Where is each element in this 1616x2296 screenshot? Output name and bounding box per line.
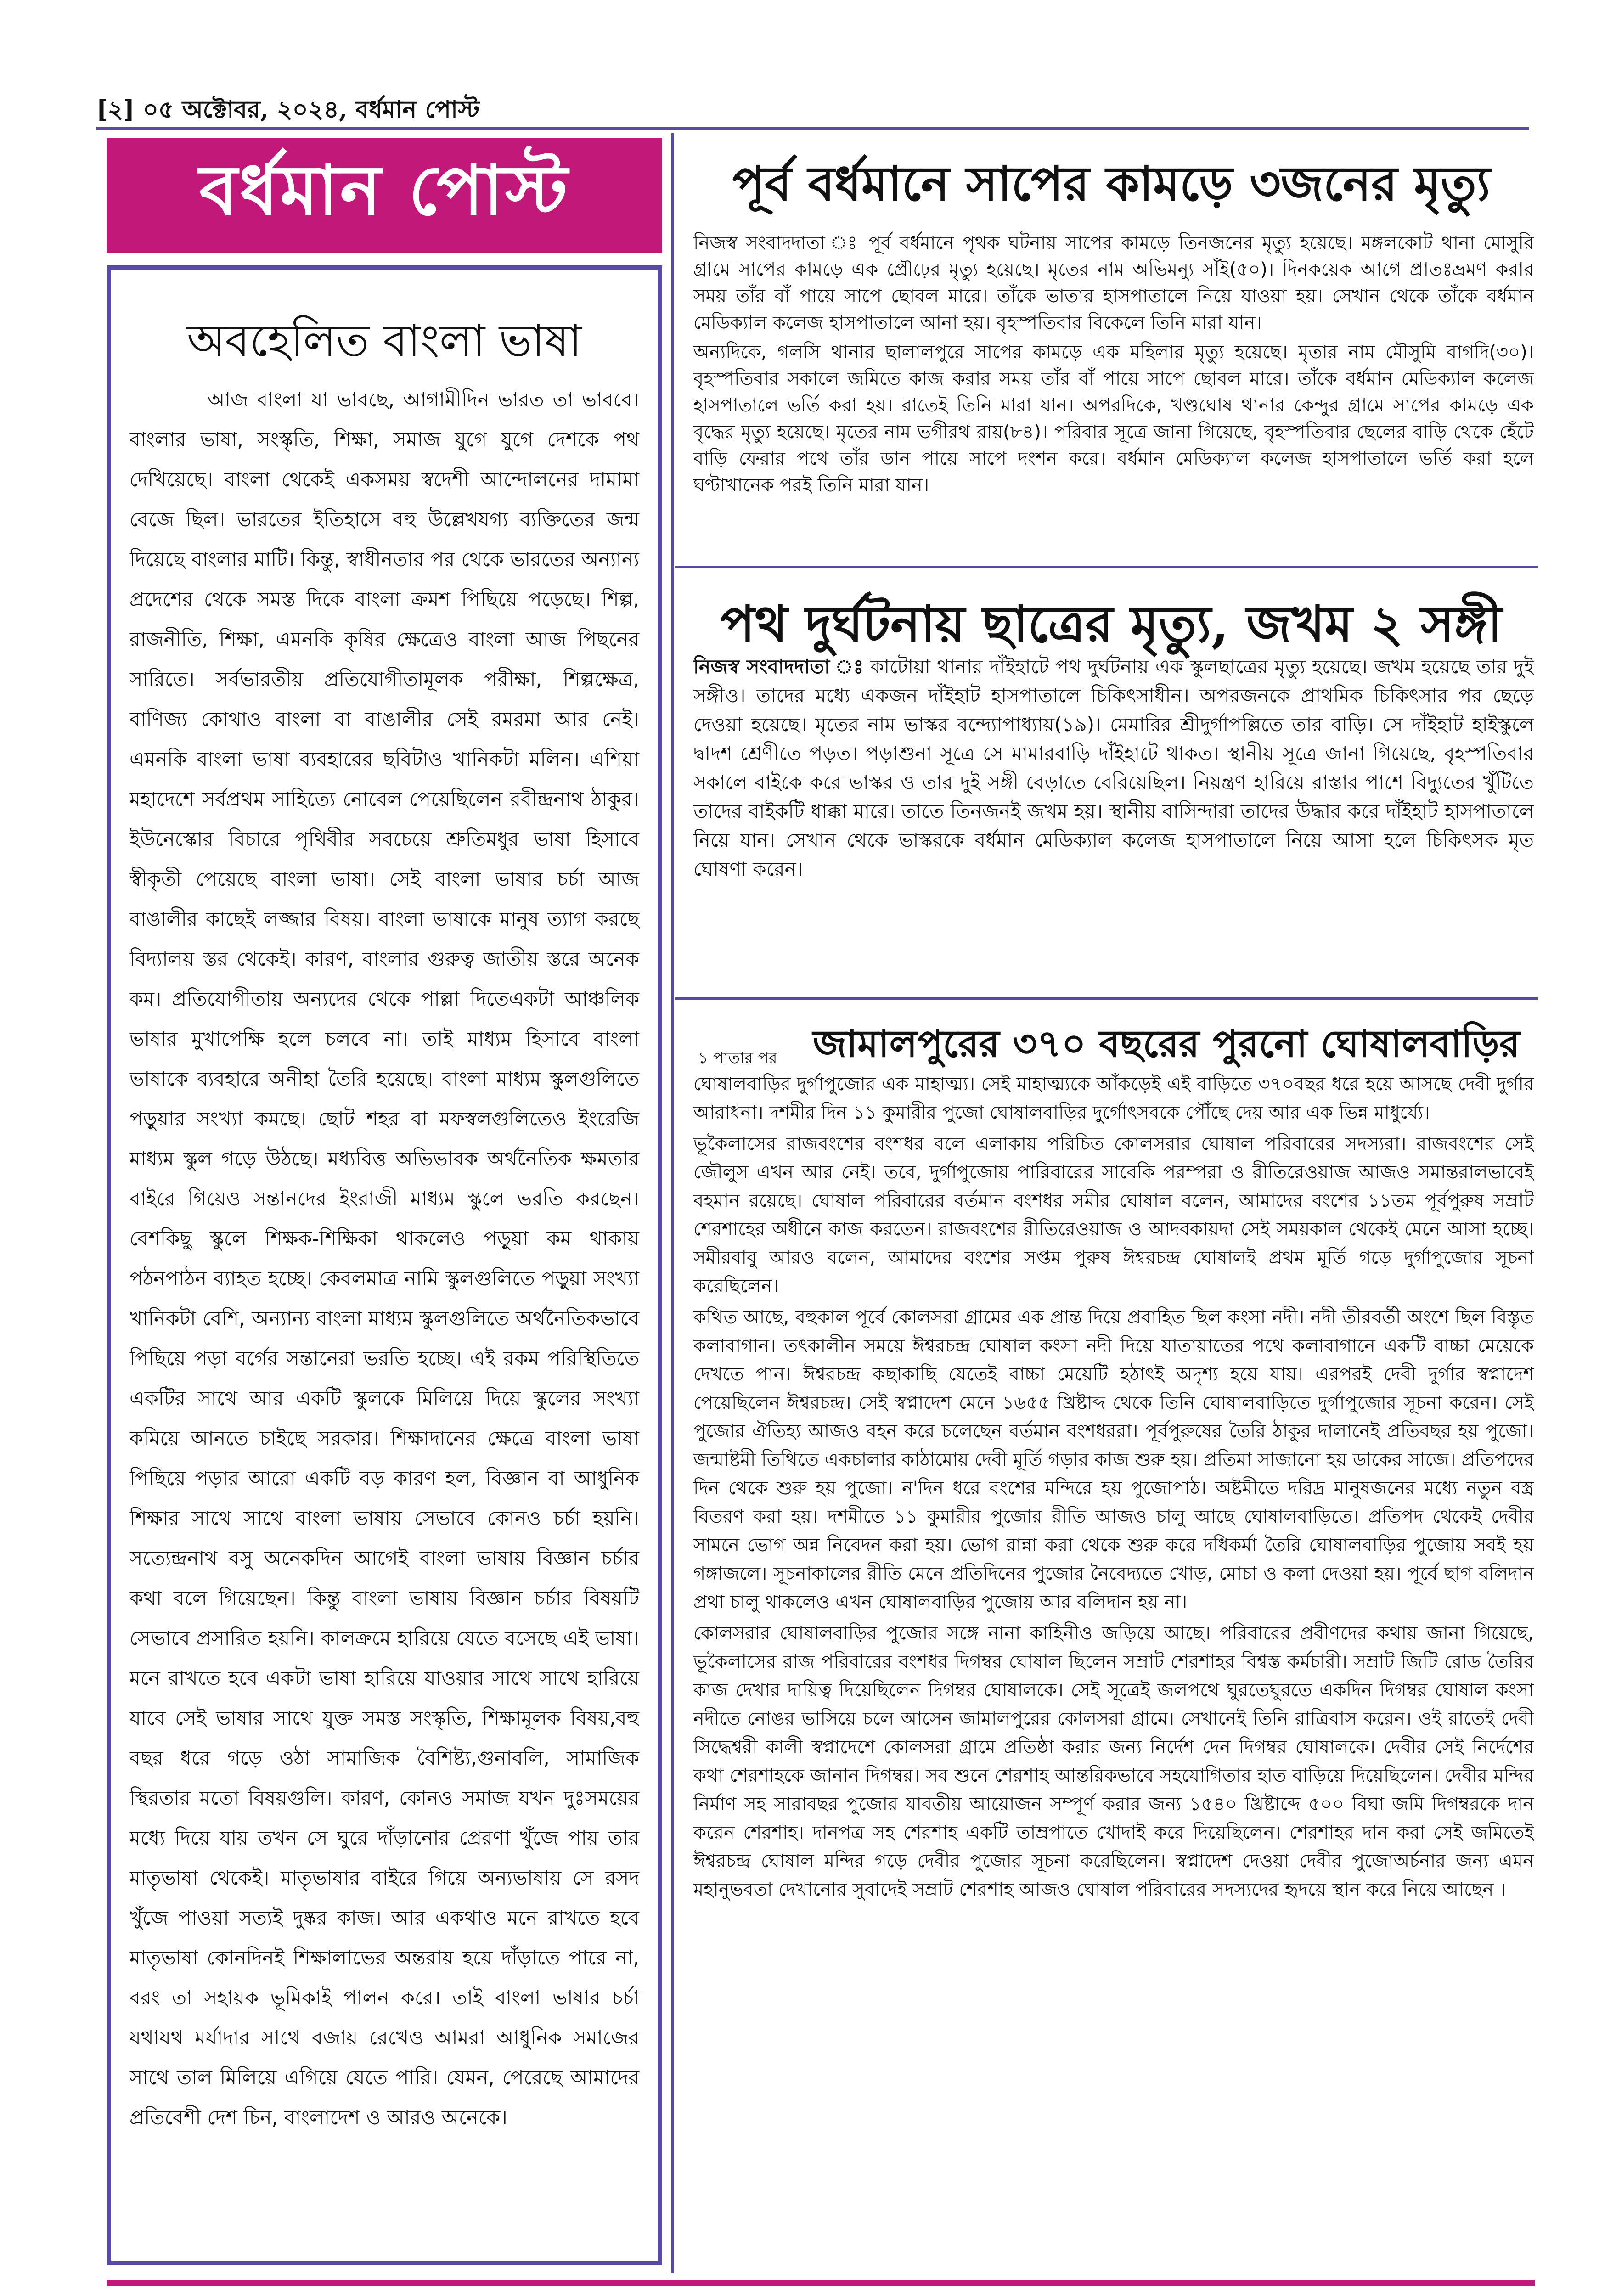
story2-rule xyxy=(675,997,1538,1000)
story3-headline: জামালপুরের ৩৭০ বছরের পুরনো ঘোষালবাড়ির xyxy=(813,1022,1520,1066)
editorial-title: অবহেলিত বাংলা ভাষা xyxy=(187,315,582,366)
masthead: বর্ধমান পোস্ট xyxy=(107,138,662,253)
bottom-rule xyxy=(107,2280,1535,2286)
story3-para3: কথিত আছে, বহুকাল পূর্বে কোলসরা গ্রামের এক প্রান্ত দিয়ে প্রবাহিত ছিল কংসা নদী। নদী তীরবর্তী অংশে ছিল বিস্তৃত কলাবাগান। তৎকালীন সময়ে ঈশ্বরচন্দ্র ঘোষাল কংসা নদী দিয়ে যাতায়াতের পথে কলাবাগানে একটি বাচ্চা মেয়েকে দেখতে পান। ঈশ্বরচন্দ্র কছাকাছি যেতেই বাচ্চা মেয়েটি হঠাৎই অদৃশ্য হয়ে যায়। এরপরই দেবী দুর্গার স্বপ্নাদেশ পেয়েছিলেন ঈশ্বরচন্দ্র। সেই স্বপ্নাদেশ মেনে ১৬৫৫ খ্রিষ্টাব্দ থেকে তিনি ঘোষালবাড়িতে দুর্গাপুজোর সূচনা করেন। সেই পুজোর ঐতিহ্য আজও বহন করে চলেছেন বর্তমান বংশধররা। পূর্বপুরুষের তৈরি ঠাকুর দালানেই প্রতিবছর হয় পুজো। জন্মাষ্টমী তিথিতে একচালার কাঠামোয় দেবী মূর্তি গড়ার কাজ শুরু হয়। প্রতিমা সাজানো হয় ডাকের সাজে। প্রতিপদের দিন থেকে শুরু হয় পুজো। ন'দিন ধরে বংশের মন্দিরে হয় পুজোপাঠ। অষ্টমীতে দরিদ্র মানুষজনের মধ্যে নতুন বস্ত্র বিতরণ করা হয়। দশমীতে ১১ কুমারীর পুজোর রীতি আজও চালু আছে ঘোষালবাড়িতে। প্রতিপদ থেকেই দেবীর সামনে ভোগ অন্ন নিবেদন করা হয়। ভোগ রান্না করা থেকে শুরু করে দধিকর্মা তৈরি ঘোষালবাড়ির পুজোয় সবই হয় গঙ্গাজলে। সূচনাকালের রীতি মেনে প্রতিদিনের পুজোর নৈবেদ্যতে খোড়, মোচা ও কলা দেওয়া হয়। পূর্বে ছাগ বলিদান প্রথা চালু থাকলেও এখন ঘোষালবাড়ির পুজোয় আর বলিদান হয় না। xyxy=(693,1307,1534,1613)
story1-body xyxy=(693,230,1534,560)
story3-para4: কোলসরার ঘোষালবাড়ির পুজোর সঙ্গে নানা কাহিনীও জড়িয়ে আছে। পরিবারের প্রবীণদের কথায় জানা গিয়েছে, ভূকৈলাসের রাজ পরিবারের বংশধর দিগম্বর ঘোষাল ছিলেন সম্রাট শেরশাহর বিশ্বস্ত কর্মচারী। সম্রাট জিটি রোড তৈরির কাজ দেখার দায়িত্ব দিয়েছিলেন দিগম্বর ঘোষালকে। সেই সূত্রেই জলপথে ঘুরতেঘুরতে একদিন দিগম্বর ঘোষাল কংসা নদীতে নোঙর ভাসিয়ে চলে আসেন জামালপুরের কোলসরা গ্রামে। সেখানেই তিনি রাত্রিবাস করেন। ওই রাতেই দেবী সিদ্ধেশ্বরী কালী স্বপ্নাদেশে কোলসরা গ্রামে প্রতিষ্ঠা করার জন্য নির্দেশ দেন দিগম্বর ঘোষালকে। দেবীর সেই নির্দেশের কথা শেরশাহকে জানান দিগম্বর। সব শুনে শেরশাহ আন্তরিকভাবে সহযোগিতার হাত বাড়িয়ে দিয়েছিলেন। দেবীর মন্দির নির্মাণ সহ সারাবছর পুজোর যাবতীয় আয়োজন সম্পূর্ণ করার জন্য ১৫৪০ খ্রিষ্টাব্দে ৫০০ বিঘা জমি দিগম্বরকে দান করেন শেরশাহ। দানপত্র সহ শেরশাহ একটি তাম্রপাতে খোদাই করে দিয়েছিলেন। শেরশাহর দান করা সেই জমিতেই ঈশ্বরচন্দ্র ঘোষাল মন্দির গড়ে দেবীর পুজোর সূচনা করেছিলেন। স্বপ্নাদেশ দেওয়া দেবীর পুজোঅর্চনার জন্য এমন মহানুভবতা দেখানোর সুবাদেই সম্রাট শেরশাহ আজও ঘোষাল পরিবারের সদস্যদের হৃদয়ে স্থান করে নিয়ে আছেন । xyxy=(693,1623,1534,1900)
story2-text: কাটোয়া থানার দাঁইহাটে পথ দুর্ঘটনায় এক স্কুলছাত্রের মৃত্যু হয়েছে। জখম হয়েছে তার দুই সঙ্গীও। তাদের মধ্যে একজন দাঁইহাট হাসপাতালে চিকিৎসাধীন। অপরজনকে প্রাথমিক চিকিৎসার পর ছেড়ে দেওয়া হয়েছে। মৃতের নাম ভাস্কর বন্দ্যোপাধ্যায়(১৯)। মেমারির শ্রীদুর্গাপল্লিতে তার বাড়ি। সে দাঁইহাট হাইস্কুলে দ্বাদশ শ্রেণীতে পড়ত। পড়াশুনা সূত্রে সে মামারবাড়ি দাঁইহাটে থাকত। স্থানীয় সূত্রে জানা গিয়েছে, বৃহস্পতিবার সকালে বাইকে করে ভাস্কর ও তার দুই সঙ্গী বেড়াতে বেরিয়েছিল। নিয়ন্ত্রণ হারিয়ে রাস্তার পাশে বিদ্যুতের খুঁটিতে তাদের বাইকটি ধাক্কা মারে। তাতে তিনজনই জখম হয়। স্থানীয় বাসিন্দারা তাদের উদ্ধার করে দাঁইহাট হাসপাতালে নিয়ে যান। সেখান থেকে ভাস্করকে বর্ধমান মেডিক্যাল কলেজ হাসপাতালে নিয়ে আসা হলে চিকিৎসক মৃত ঘোষণা করেন। xyxy=(693,655,1534,880)
story1-para2: অন্যদিকে, গলসি থানার ছালালপুরে সাপের কামড়ে এক মহিলার মৃত্যু হয়েছে। মৃতার নাম মৌসুমি বাগদি(৩০)। বৃহস্পতিবার সকালে জমিতে কাজ করার সময় তাঁর বাঁ পায়ে সাপে ছোবল মারে। তাঁকে বর্ধমান মেডিক্যাল কলেজ হাসপাতালে ভর্তি করা হয়। রাতেই তিনি মারা যান। অপরদিকে, খণ্ডঘোষ থানার কেন্দুর গ্রামে সাপের কামড়ে এক বৃদ্ধের মৃত্যু হয়েছে। মৃতের নাম ভগীরথ রায়(৮৪)। পরিবার সূত্রে জানা গিয়েছে, বৃহস্পতিবার ছেলের বাড়ি থেকে হেঁটে বাড়ি ফেরার পথে তাঁর ডান পায়ে সাপে দংশন করে। বর্ধমান মেডিক্যাল কলেজ হাসপাতালে ভর্তি করা হলে ঘণ্টাখানেক পরই তিনি মারা যান। xyxy=(693,342,1534,496)
story2-byline: নিজস্ব সংবাদদাতা ঃ xyxy=(693,655,864,678)
story3-body xyxy=(693,1070,1534,2264)
story1-headline: পূর্ব বর্ধমানে সাপের কামড়ে ৩জনের মৃত্যু xyxy=(732,155,1491,212)
editorial-box xyxy=(107,265,662,2265)
story2-body xyxy=(693,652,1534,983)
story3-kicker: ১ পাতার পর xyxy=(698,1049,777,1067)
story1-rule xyxy=(675,566,1538,568)
column-divider xyxy=(671,133,674,2273)
story3-para2: ভূকৈলাসের রাজবংশের বংশধর বলে এলাকায় পরিচিত কোলসরার ঘোষাল পরিবারের সদস্যরা। রাজবংশের সেই জৌলুস এখন আর নেই। তবে, দুর্গাপুজোয় পারিবারের সাবেকি পরম্পরা ও রীতিরেওয়াজ আজও সমান্তরালভাবেই বহমান রয়েছে। ঘোষাল পরিবারের বর্তমান বংশধর সমীর ঘোষাল বলেন, আমাদের বংশের ১১তম পূর্বপুরুষ সম্রাট শেরশাহের অধীনে কাজ করতেন। রাজবংশের রীতিরেওয়াজ ও আদবকায়দা সেই সময়কাল থেকেই মেনে আসা হচ্ছে। সমীরবাবু আরও বলেন, আমাদের বংশের সপ্তম পুরুষ ঈশ্বরচন্দ্র ঘোষালই প্রথম মূর্তি গড়ে দুর্গাপুজোর সূচনা করেছিলেন। xyxy=(693,1133,1534,1297)
story2-headline: পথ দুর্ঘটনায় ছাত্রের মৃত্যু, জখম ২ সঙ্গী xyxy=(721,594,1502,653)
editorial-body: আজ বাংলা যা ভাবছে, আগামীদিন ভারত তা ভাববে। বাংলার ভাষা, সংস্কৃতি, শিক্ষা, সমাজ যুগে যুগে দেশকে পথ দেখিয়েছে। বাংলা থেকেই একসময় স্বদেশী আন্দোলনের দামামা বেজে ছিল। ভারতের ইতিহাসে বহু উল্লেখযগ্য ব্যক্তিতের জন্ম দিয়েছে বাংলার মাটি। কিন্তু, স্বাধীনতার পর থেকে ভারতের অন্যান্য প্রদেশের থেকে সমস্ত দিকে বাংলা ক্রমশ পিছিয়ে পড়েছে। শিল্প, রাজনীতি, শিক্ষা, এমনকি কৃষির ক্ষেত্রেও বাংলা আজ পিছনের সারিতে। সর্বভারতীয় প্রতিযোগীতামূলক পরীক্ষা, শিল্পক্ষেত্র, বাণিজ্য কোথাও বাংলা বা বাঙালীর সেই রমরমা আর নেই। এমনকি বাংলা ভাষা ব্যবহারের ছবিটাও খানিকটা মলিন। এশিয়া মহাদেশে সর্বপ্রথম সাহিত্যে নোবেল পেয়েছিলেন রবীন্দ্রনাথ ঠাকুর। ইউনেস্কোর বিচারে পৃথিবীর সবচেয়ে শ্রুতিমধুর ভাষা হিসাবে স্বীকৃতী পেয়েছে বাংলা ভাষা। সেই বাংলা ভাষার চর্চা আজ বাঙালীর কাছেই লজ্জার বিষয়। বাংলা ভাষাকে মানুষ ত্যাগ করছে বিদ্যালয় স্তর থেকেই। কারণ, বাংলার গুরুত্ব জাতীয় স্তরে অনেক কম। প্রতিযোগীতায় অন্যদের থেকে পাল্লা দিতেএকটা আঞ্চলিক ভাষার মুখাপেক্ষি হলে চলবে না। তাই মাধ্যম হিসাবে বাংলা ভাষাকে ব্যবহারে অনীহা তৈরি হয়েছে। বাংলা মাধ্যম স্কুলগুলিতে পড়ুয়ার সংখ্যা কমছে। ছোট শহর বা মফস্বলগুলিতেও ইংরেজি মাধ্যম স্কুল গড়ে উঠছে। মধ্যবিত্ত অভিভাবক অর্থনৈতিক ক্ষমতার বাইরে গিয়েও সন্তানদের ইংরাজী মাধ্যম স্কুলে ভরতি করছেন। বেশকিছু স্কুলে শিক্ষক-শিক্ষিকা থাকলেও পড়ুয়া কম থাকায় পঠনপাঠন ব্যাহত হচ্ছে। কেবলমাত্র নামি স্কুলগুলিতে পড়ুয়া সংখ্যা খানিকটা বেশি, অন্যান্য বাংলা মাধ্যম স্কুলগুলিতে অর্থনৈতিকভাবে পিছিয়ে পড়া বর্গের সন্তানেরা ভরতি হচ্ছে। এই রকম পরিস্থিতিতে একটির সাথে আর একটি স্কুলকে মিলিয়ে দিয়ে স্কুলের সংখ্যা কমিয়ে আনতে চাইছে সরকার। শিক্ষাদানের ক্ষেত্রে বাংলা ভাষা পিছিয়ে পড়ার আরো একটি বড় কারণ হল, বিজ্ঞান বা আধুনিক শিক্ষার সাথে সাথে বাংলা ভাষায় সেভাবে কোনও চর্চা হয়নি। সত্যেন্দ্রনাথ বসু অনেকদিন আগেই বাংলা ভাষায় বিজ্ঞান চর্চার কথা বলে গিয়েছেন। কিন্তু বাংলা ভাষায় বিজ্ঞান চর্চার বিষয়টি সেভাবে প্রসারিত হয়নি। কালক্রমে হারিয়ে যেতে বসেছে এই ভাষা। মনে রাখতে হবে একটা ভাষা হারিয়ে যাওয়ার সাথে সাথে হারিয়ে যাবে সেই ভাষার সাথে যুক্ত সমস্ত সংস্কৃতি, শিক্ষামূলক বিষয়,বহু বছর ধরে গড়ে ওঠা সামাজিক বৈশিষ্ট্য,গুনাবলি, সামাজিক স্থিরতার মতো বিষয়গুলি। কারণ, কোনও সমাজ যখন দুঃসময়ের মধ্যে দিয়ে যায় তখন সে ঘুরে দাঁড়ানোর প্রেরণা খুঁজে পায় তার মাতৃভাষা থেকেই। মাতৃভাষার বাইরে গিয়ে অন্যভাষায় সে রসদ খুঁজে পাওয়া সত্যই দুষ্কর কাজ। আর একথাও মনে রাখতে হবে মাতৃভাষা কোনদিনই শিক্ষালাভের অন্তরায় হয়ে দাঁড়াতে পারে না, বরং তা সহায়ক ভূমিকাই পালন করে। তাই বাংলা ভাষার চর্চা যথাযথ মর্যাদার সাথে বজায় রেখেও আমরা আধুনিক সমাজের সাথে তাল মিলিয়ে এগিয়ে যেতে পারি। যেমন, পেরেছে আমাদের প্রতিবেশী দেশ চিন, বাংলাদেশ ও আরও অনেকে। xyxy=(130,388,639,2129)
story1-para1: নিজস্ব সংবাদদাতা ঃ পূর্ব বর্ধমানে পৃথক ঘটনায় সাপের কামড়ে তিনজনের মৃত্যু হয়েছে। মঙ্গলকোট থানা মোসুরি গ্রামে সাপের কামড়ে এক প্রৌঢ়ের মৃত্যু হয়েছে। মৃতের নাম অভিমন্যু সাঁই(৫০)। দিনকয়েক আগে প্রাতঃভ্রমণ করার সময় তাঁর বাঁ পায়ে সাপে ছোবল মারে। তাঁকে ভাতার হাসপাতালে নিয়ে যাওয়া হয়। সেখান থেকে তাঁকে বর্ধমান মেডিক্যাল কলেজ হাসপাতালে আনা হয়। বৃহস্পতিবার বিকেলে তিনি মারা যান। xyxy=(693,232,1534,333)
story3-para1: ঘোষালবাড়ির দুর্গাপুজোর এক মাহাত্ম্য। সেই মাহাত্ম্যকে আঁকড়েই এই বাড়িতে ৩৭০বছর ধরে হয়ে আসছে দেবী দুর্গার আরাধনা। দশমীর দিন ১১ কুমারীর পুজো ঘোষালবাড়ির দুর্গোৎসবকে পৌঁছে দেয় আর এক ভিন্ন মাধুর্য্যে। xyxy=(693,1074,1534,1123)
top-rule xyxy=(96,127,1529,130)
page-header: [২] ০৫ অক্টোবর, ২০২৪, বর্ধমান পোস্ট xyxy=(96,96,480,124)
